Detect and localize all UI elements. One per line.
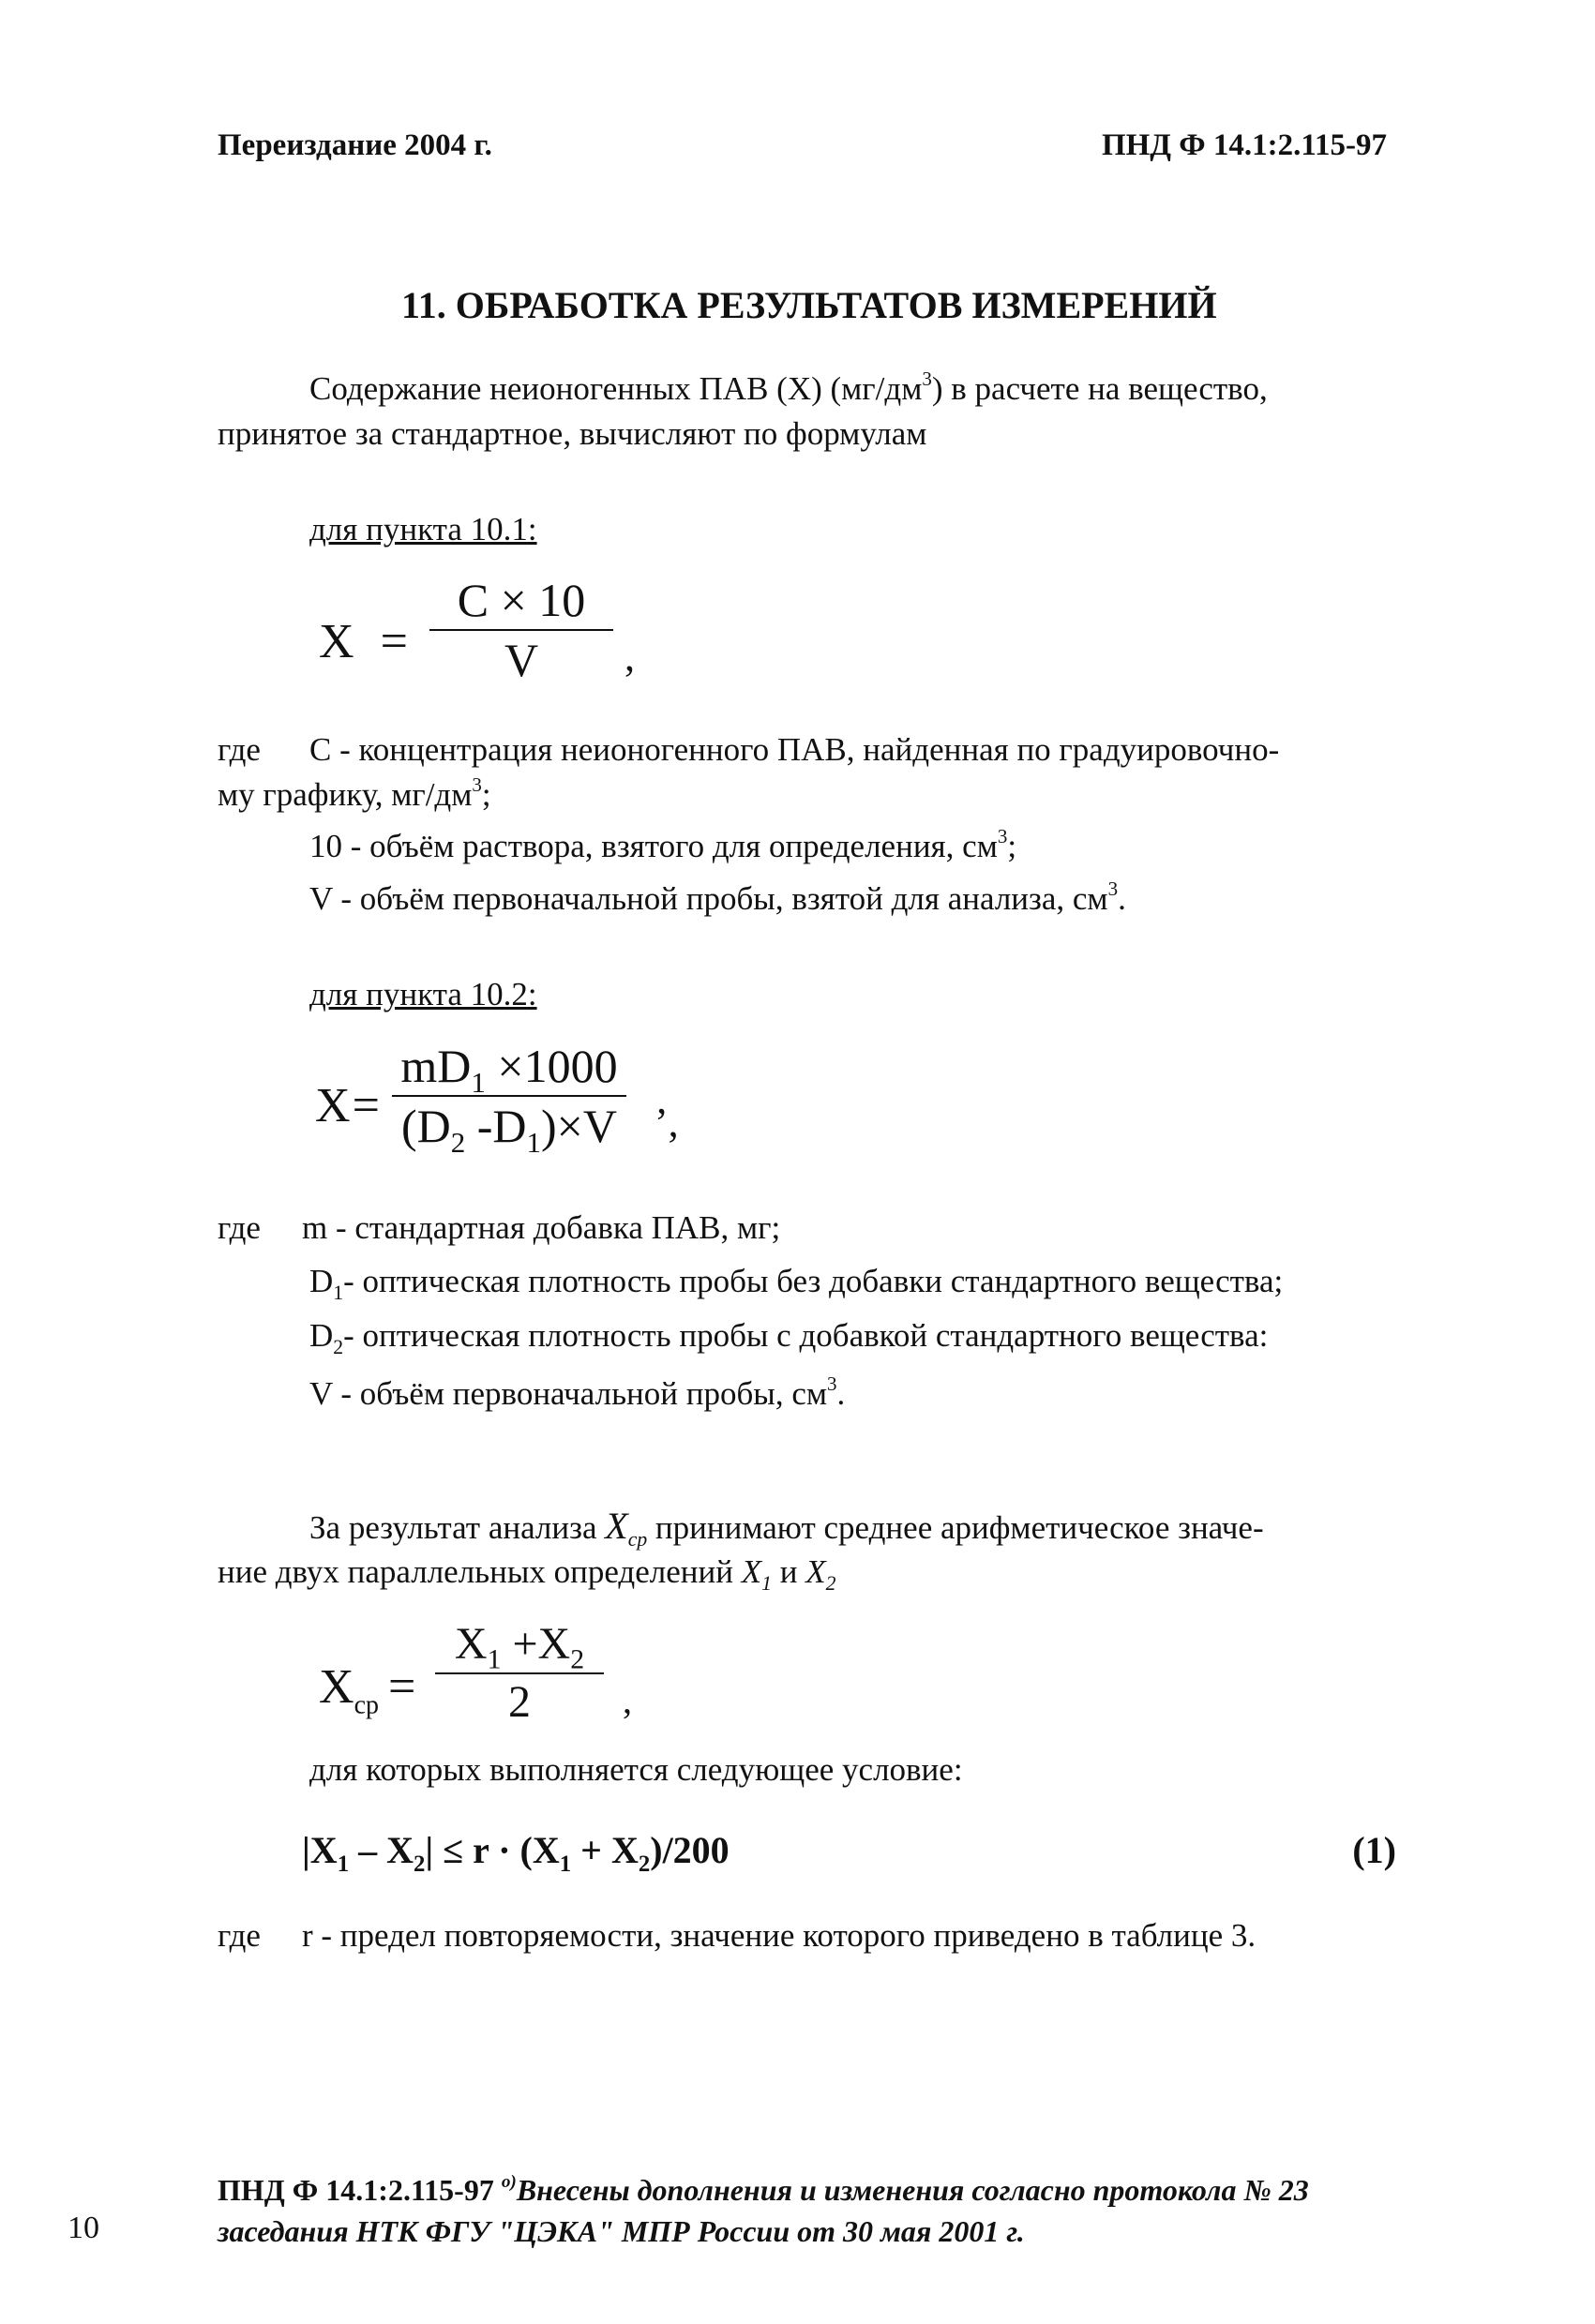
page-number: 10: [68, 2211, 99, 2245]
result2-x1: X: [741, 1553, 762, 1590]
def-d2-b: - оптическая плотность пробы с добавкой стандартного вещества:: [343, 1317, 1269, 1354]
cond-c: | ≤ r · (X: [425, 1829, 560, 1871]
formula1-x: X: [319, 615, 354, 668]
cond-s3: 1: [559, 1852, 572, 1877]
formula2-bar: [392, 1095, 626, 1097]
result-xcp-sub: ср: [627, 1528, 648, 1551]
def-v2-end: .: [836, 1375, 846, 1412]
item1-where: где: [218, 731, 261, 768]
def-c-end: ;: [481, 776, 491, 813]
formula3-x: X: [319, 1660, 354, 1714]
formula2-fraction: [392, 1040, 626, 1159]
formula3-denominator: 2: [508, 1677, 531, 1727]
def-d2-sub: 2: [333, 1336, 344, 1358]
item1-def-c-line2: [218, 772, 491, 817]
item1-heading: для пункта 10.1:: [309, 511, 537, 547]
header-right: ПНД Ф 14.1:2.115-97: [1101, 128, 1387, 162]
cond-b: – X: [349, 1829, 414, 1871]
item1-def-c-line1: C - концентрация неионогенного ПАВ, найденная по градуировочно-: [309, 731, 1280, 768]
def-c-sup: 3: [472, 773, 482, 797]
def-c-text: му графику, мг/дм: [218, 776, 473, 813]
f3-num-b: +X: [501, 1619, 571, 1669]
formula3-fraction: [435, 1619, 604, 1727]
f2-den-sub1: 2: [450, 1126, 466, 1159]
formula3-numerator: [454, 1619, 585, 1675]
f2-num-a: mD: [400, 1040, 472, 1092]
result2-mid: и: [771, 1553, 806, 1590]
footnote-mark: о): [501, 2172, 517, 2193]
formula3-lhs: [319, 1659, 416, 1720]
item2-def-d1: [309, 1258, 1283, 1304]
f3-num-sub2: 2: [570, 1643, 585, 1675]
footnote-code: ПНД Ф 14.1:2.115-97: [218, 2173, 494, 2207]
f2-den-b: -D: [465, 1100, 527, 1152]
formula3-x-sub: ср: [354, 1690, 379, 1720]
formula2-numerator: [400, 1040, 618, 1099]
formula1-denominator: V: [504, 634, 539, 686]
formula2-comma: ’,: [655, 1100, 679, 1146]
def-d1-b: - оптическая плотность пробы без добавки стандартного вещества;: [343, 1263, 1284, 1299]
result-line-2: [218, 1549, 835, 1595]
item1-def-10: [309, 823, 1016, 869]
def-v-text: V - объём первоначальной пробы, взятой для анализа, см: [309, 880, 1108, 917]
result-text-b: принимают среднее арифметическое значе-: [647, 1509, 1264, 1546]
item2-def-v: [309, 1371, 845, 1417]
item2-where: где: [218, 1209, 261, 1246]
item1-def-v: [309, 876, 1126, 922]
formula3-comma: ,: [623, 1679, 632, 1721]
result-text-a: За результат анализа: [309, 1509, 606, 1546]
f2-num-b: ×1000: [485, 1040, 618, 1092]
result-line-1: [309, 1503, 1264, 1551]
intro-sup: 3: [922, 367, 932, 391]
result2-x2-sub: 2: [825, 1572, 836, 1595]
footnote: [218, 2169, 1427, 2252]
section-title: 11. ОБРАБОТКА РЕЗУЛЬТАТОВ ИЗМЕРЕНИЙ: [401, 284, 1217, 326]
formula1-fraction: [429, 574, 613, 686]
formula1-lhs: [319, 614, 408, 669]
intro-line-1: [309, 366, 1268, 412]
formula1-numerator: C × 10: [457, 574, 586, 626]
condition-formula: [302, 1828, 730, 1877]
cond-s2: 2: [414, 1852, 426, 1877]
f2-den-a: (D: [401, 1100, 451, 1152]
cond-a: |X: [302, 1829, 338, 1871]
formula3-eq: =: [388, 1660, 416, 1714]
item2-def-m: m - стандартная добавка ПАВ, мг;: [302, 1209, 781, 1246]
cond-d: + X: [571, 1829, 639, 1871]
cond-s1: 1: [337, 1852, 350, 1877]
result2-text-a: ние двух параллельных определений: [218, 1553, 742, 1590]
formula1-comma: ,: [624, 634, 635, 680]
result-where: где: [218, 1917, 261, 1954]
formula1-eq: =: [380, 615, 408, 668]
result2-x1-sub: 1: [761, 1572, 772, 1595]
footnote-note: Внесены дополнения и изменения согласно протокола № 23 заседания НТК ФГУ "ЦЭКА" МПР России от 30 мая 2001 г.: [218, 2173, 1309, 2248]
def-d1-sub: 1: [333, 1282, 344, 1304]
result-xcp: X: [605, 1505, 628, 1547]
formula2-denominator: [401, 1100, 617, 1159]
def-10-text: 10 - объём раствора, взятого для определения, см: [309, 828, 998, 864]
item2-heading: для пункта 10.2:: [309, 976, 537, 1012]
formula2-eq: =: [352, 1079, 380, 1132]
intro-text-a: Содержание неионогенных ПАВ (Х) (мг/дм: [309, 370, 923, 407]
formula2-x: X: [315, 1079, 351, 1132]
def-v2-sup: 3: [827, 1372, 837, 1396]
def-d1-a: D: [309, 1263, 334, 1299]
formula2-lhs: [315, 1078, 380, 1133]
f2-den-c: )×V: [541, 1100, 617, 1152]
f3-num-sub1: 1: [487, 1643, 502, 1675]
formula1-bar: [429, 629, 613, 631]
f2-den-sub2: 1: [526, 1126, 542, 1159]
result2-x2: X: [805, 1553, 826, 1590]
formula3-bar: [435, 1672, 604, 1674]
header-left: Переиздание 2004 г.: [218, 128, 492, 162]
condition-intro: для которых выполняется следующее условие:: [309, 1751, 963, 1788]
def-10-end: ;: [1007, 828, 1017, 864]
f3-num-a: X: [454, 1619, 488, 1669]
item2-def-d2: [309, 1312, 1268, 1358]
intro-line-2: принятое за стандартное, вычисляют по формулам: [218, 415, 927, 452]
def-v-end: .: [1118, 880, 1126, 917]
cond-s4: 2: [638, 1852, 651, 1877]
def-10-sup: 3: [997, 825, 1008, 848]
intro-text-b: ) в расчете на вещество,: [931, 370, 1268, 407]
result-def-r: r - предел повторяемости, значение которого приведено в таблице 3.: [302, 1917, 1256, 1954]
def-d2-a: D: [309, 1317, 334, 1354]
def-v-sup: 3: [1107, 877, 1119, 901]
f2-num-sub: 1: [471, 1066, 486, 1099]
equation-number: (1): [1352, 1829, 1396, 1871]
cond-e: )/200: [650, 1829, 730, 1871]
def-v2-text: V - объём первоначальной пробы, см: [309, 1375, 828, 1412]
